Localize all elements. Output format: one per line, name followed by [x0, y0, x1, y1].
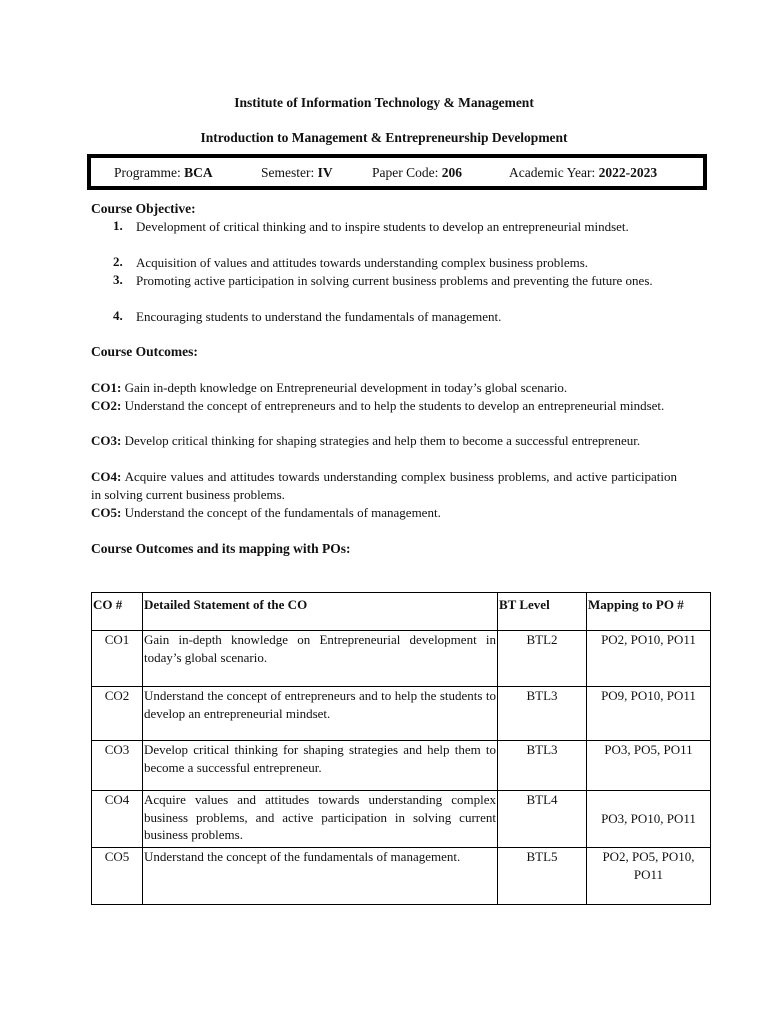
cell-po-mapping: PO2, PO5, PO10, PO11 [587, 848, 711, 905]
outcome-item [91, 379, 677, 397]
paper-code-field [372, 165, 462, 181]
column-header-statement: Detailed Statement of the CO [143, 593, 498, 631]
cell-statement: Develop critical thinking for shaping strategies and help them to become a successful entrepreneur. [143, 741, 498, 791]
objective-text: Development of critical thinking and to inspire students to develop an entrepreneurial mindset. [136, 219, 629, 234]
table-row [92, 741, 711, 791]
table-row [92, 687, 711, 741]
objective-text: Promoting active participation in solving current business problems and preventing the future ones. [136, 273, 653, 288]
outcome-code: CO2: [91, 398, 122, 413]
cell-bt-level: BTL4 [498, 791, 587, 848]
cell-statement: Gain in-depth knowledge on Entrepreneurial development in today’s global scenario. [143, 631, 498, 687]
outcome-text: Understand the concept of entrepreneurs and to help the students to develop an entrepreneurial mindset. [124, 398, 665, 413]
cell-co: CO2 [92, 687, 143, 741]
column-header-bt-level: BT Level [498, 593, 587, 631]
cell-po-mapping: PO3, PO5, PO11 [587, 741, 711, 791]
objective-text: Encouraging students to understand the fundamentals of management. [136, 309, 502, 324]
outcome-item [91, 397, 677, 415]
cell-statement: Acquire values and attitudes towards understanding complex business problems, and active participation in solving current business problems. [143, 791, 498, 848]
table-header-row [92, 593, 711, 631]
academic-year-label: Academic Year: [509, 165, 596, 180]
outcomes-heading: Course Outcomes: [91, 344, 198, 359]
table-row [92, 631, 711, 687]
cell-bt-level: BTL5 [498, 848, 587, 905]
programme-label: Programme: [114, 165, 181, 180]
outcome-code: CO4: [91, 469, 122, 484]
cell-co: CO3 [92, 741, 143, 791]
academic-year-value: 2022-2023 [598, 165, 658, 180]
cell-co: CO1 [92, 631, 143, 687]
cell-statement: Understand the concept of the fundamentals of management. [143, 848, 498, 905]
academic-year-field [509, 165, 657, 181]
outcome-text: Understand the concept of the fundamentals of management. [124, 505, 441, 520]
outcome-text: Develop critical thinking for shaping strategies and help them to become a successful entrepreneur. [124, 433, 641, 448]
objective-text: Acquisition of values and attitudes towards understanding complex business problems. [136, 255, 589, 270]
programme-field [114, 165, 213, 181]
outcome-item [91, 432, 677, 450]
cell-po-mapping: PO9, PO10, PO11 [587, 687, 711, 741]
cell-po-mapping: PO2, PO10, PO11 [587, 631, 711, 687]
institute-title: Institute of Information Technology & Management [234, 95, 534, 110]
outcome-code: CO1: [91, 380, 122, 395]
column-header-co: CO # [92, 593, 143, 631]
table-row [92, 791, 711, 848]
outcome-code: CO3: [91, 433, 122, 448]
cell-bt-level: BTL2 [498, 631, 587, 687]
outcome-item [91, 468, 677, 503]
objective-heading: Course Objective: [91, 201, 196, 216]
course-title: Introduction to Management & Entrepreneurship Development [200, 130, 568, 145]
semester-value: IV [317, 165, 333, 180]
mapping-heading: Course Outcomes and its mapping with POs: [91, 541, 351, 556]
outcome-item [91, 504, 677, 522]
programme-value: BCA [184, 165, 213, 180]
paper-code-label: Paper Code: [372, 165, 439, 180]
objective-number: 2. [113, 254, 123, 269]
semester-label: Semester: [261, 165, 315, 180]
outcome-text: Gain in-depth knowledge on Entrepreneurial development in today’s global scenario. [124, 380, 568, 395]
cell-co: CO4 [92, 791, 143, 848]
objective-number: 3. [113, 272, 123, 287]
cell-bt-level: BTL3 [498, 741, 587, 791]
table-row [92, 848, 711, 905]
cell-statement: Understand the concept of entrepreneurs and to help the students to develop an entrepreneurial mindset. [143, 687, 498, 741]
outcome-code: CO5: [91, 505, 122, 520]
cell-bt-level: BTL3 [498, 687, 587, 741]
column-header-po-mapping: Mapping to PO # [587, 593, 711, 631]
objective-number: 1. [113, 218, 123, 233]
outcome-text: Acquire values and attitudes towards understanding complex business problems, and active participation in solving current business problems. [91, 469, 677, 502]
cell-co: CO5 [92, 848, 143, 905]
cell-po-mapping: PO3, PO10, PO11 [587, 791, 711, 848]
programme-box [87, 154, 707, 190]
semester-field [261, 165, 333, 181]
objective-number: 4. [113, 308, 123, 323]
paper-code-value: 206 [441, 165, 462, 180]
co-po-mapping-table [91, 592, 711, 905]
